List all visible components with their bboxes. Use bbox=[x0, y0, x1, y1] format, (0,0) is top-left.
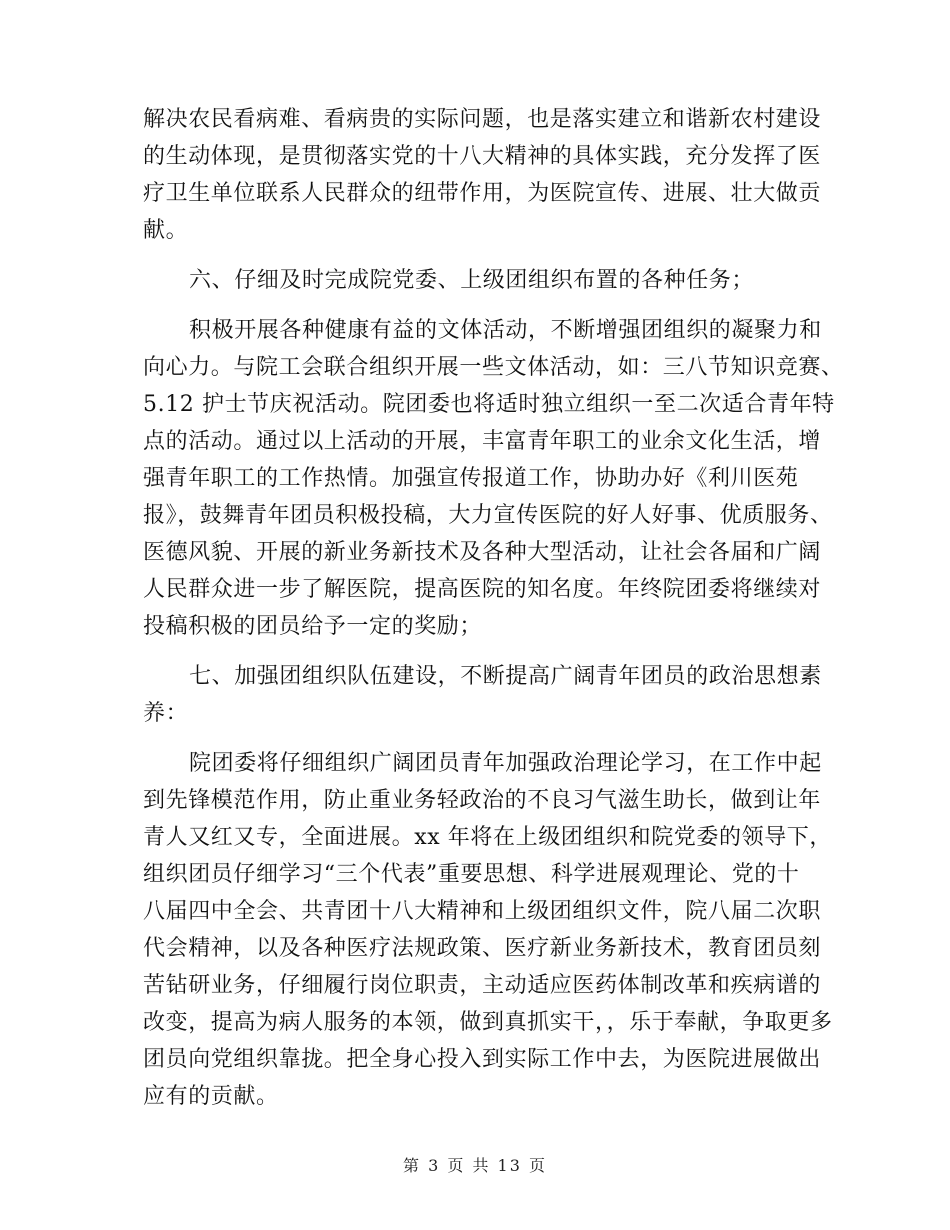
text-line: 养： bbox=[143, 701, 189, 726]
text-line: 献。 bbox=[143, 218, 189, 243]
text-line: 院团委将仔细组织广阔团员青年加强政治理论学习，在工作中起 bbox=[189, 751, 822, 776]
text-line: 5.12 护士节庆祝活动。院团委也将适时独立组织一至二次适合青年特 bbox=[143, 392, 835, 417]
section-heading: 七、加强团组织队伍建设，不断提高广阔青年团员的政治思想素 bbox=[189, 664, 822, 689]
section-heading: 六、仔细及时完成院党委、上级团组织布置的各种任务； bbox=[189, 268, 755, 293]
text-line: 报》，鼓舞青年团员积极投稿，大力宣传医院的好人好事、优质服务、 bbox=[143, 503, 833, 528]
text-line: 团员向党组织靠拢。把全身心投入到实际工作中去，为医院进展做出 bbox=[143, 1047, 822, 1072]
text-line: 组织团员仔细学习“三个代表”重要思想、科学进展观理论、党的十 bbox=[143, 862, 800, 887]
text-line: 人民群众进一步了解医院，提高医院的知名度。年终院团委将继续对 bbox=[143, 577, 822, 602]
text-line: 解决农民看病难、看病贵的实际问题，也是落实建立和谐新农村建设 bbox=[143, 107, 822, 132]
text-line: 向心力。与院工会联合组织开展一些文体活动，如：三八节知识竞赛、 bbox=[143, 355, 844, 380]
text-line: 到先锋模范作用，防止重业务轻政治的不良习气滋生助长，做到让年 bbox=[143, 788, 822, 813]
text-line: 积极开展各种健康有益的文体活动，不断增强团组织的凝聚力和 bbox=[189, 318, 822, 343]
text-line: 投稿积极的团员给予一定的奖励； bbox=[143, 614, 483, 639]
text-line: 点的活动。通过以上活动的开展，丰富青年职工的业余文化生活，增 bbox=[143, 429, 822, 454]
document-body bbox=[143, 101, 844, 1115]
text-line: 八届四中全会、共青团十八大精神和上级团组织文件，院八届二次职 bbox=[143, 899, 822, 924]
page-number-footer: 第 3 页 共 13 页 bbox=[403, 1156, 547, 1175]
text-line: 改变，提高为病人服务的本领，做到真抓实干，，乐于奉献，争取更多 bbox=[143, 1010, 833, 1035]
text-line: 应有的贡献。 bbox=[143, 1084, 279, 1109]
text-line: 疗卫生单位联系人民群众的纽带作用，为医院宣传、进展、壮大做贡 bbox=[143, 181, 822, 206]
text-line: 青人又红又专，全面进展。xx 年将在上级团组织和院党委的领导下， bbox=[143, 825, 833, 850]
text-line: 的生动体现，是贯彻落实党的十八大精神的具体实践，充分发挥了医 bbox=[143, 144, 822, 169]
text-line: 医德风貌、开展的新业务新技术及各种大型活动，让社会各届和广阔 bbox=[143, 540, 822, 565]
text-line: 强青年职工的工作热情。加强宣传报道工作，协助办好《利川医苑 bbox=[143, 466, 799, 491]
text-line: 代会精神，以及各种医疗法规政策、医疗新业务新技术，教育团员刻 bbox=[143, 936, 822, 961]
text-line: 苦钻研业务，仔细履行岗位职责，主动适应医药体制改革和疾病谱的 bbox=[143, 973, 822, 998]
